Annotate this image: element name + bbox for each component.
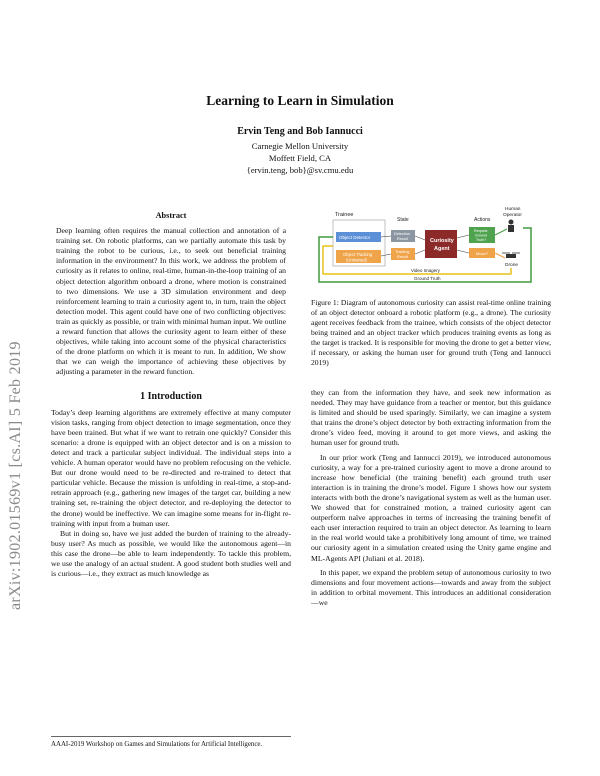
intro-paragraph-4: In our prior work (Teng and Iannucci 2019), we introduced autonomous curiosity, a way for a pre-trained curiosity agent to move a drone around to increase how beneficial (the training benefit) each ground truth user interaction is in training the drone’s model. Figure 1 shows how our system interacts with both the drone’s navigational system as well as the human user. We showed that for constrained motion, a trained curiosity agent can outperform naïve approaches in terms of increasing the training benefit of each user interaction required to train an object detector. As learning to learn in the real world would take a prohibitively long amount of time, we trained our curiosity agent in a simulation created using the Unity game engine and ML-Agents API (Juliani et al. 2018). (311, 452, 551, 563)
label-actions: Actions (474, 217, 491, 223)
intro-paragraph-5: In this paper, we expand the problem setup of autonomous curiosity to two dimensions and four movement actions—towards and away from the subject in addition to orbital movement. This introduces an additional consideration—we (311, 567, 551, 607)
detection-result-label-2: Result (397, 237, 408, 241)
affiliation-location: Moffett Field, CA (268, 153, 332, 163)
label-drone: Drone (505, 263, 519, 268)
object-detector-label: Object Detector (339, 235, 371, 240)
arxiv-id: arXiv:1902.01569v1 [cs.AI] 5 Feb 2019 (7, 341, 24, 610)
tracking-result-label-2: Result (397, 255, 408, 259)
intro-paragraph-3: they can from the information they have, and seek new information as needed. They may have guidance from a teacher or mentor, but this guidance is limited and should be used sparingly. Similarly, we can imagine a system that trains the drone’s object detector by both extracting information from the drone’s video feed, moving it around to get more views, and asking the human user for ground truth. (311, 388, 551, 448)
abstract-text: Deep learning often requires the manual collection and annotation of a training set. On robotic platforms, can we partially automate this task by training the robot to be curious, i.e., to seek out beneficial training information in the environment? In this work, we address the problem of curiosity as it relates to online, real-time, human-in-the-loop training of an object detection algorithm onboard a drone, where motion is constrained to two dimensions. We use a 3D simulation environment and deep reinforcement learning to train a curiosity agent to, in turn, train the object detection model. This agent could have one of two conflicting objectives: train as quickly as possible, or train with minimal human input. We outline a reward function that allows the curiosity agent to learn either of these objectives, while taking into account some of the physical characteristics of the drone platform on which it is meant to run. In addition, We show that we can weigh the importance of achieving these objectives by adjusting a parameter in the reward function. (56, 226, 286, 377)
right-column (311, 388, 551, 608)
human-operator-icon (508, 220, 514, 233)
request-label-3: Truth? (476, 238, 487, 242)
object-tracker-label-2: (Untrained) (346, 257, 367, 263)
request-label-2: Ground (475, 233, 487, 238)
curiosity-agent-box (425, 230, 457, 258)
introduction-heading: 1 Introduction (140, 390, 202, 402)
left-column (51, 211, 291, 579)
tracking-result-label-1: Tracking (395, 250, 410, 254)
intro-paragraph-2: But in doing so, have we just added the burden of training to the already-busy user? As much as possible, we would like the autonomous agent—in this case the drone—be able to learn independently. To tackle this problem, we use the analogy of an actual student. A good student both studies well and is curious—i.e., they extract as much knowledge as (51, 528, 291, 579)
object-tracker-label-1: Object Tracking (343, 252, 373, 257)
move-label: Move? (476, 251, 489, 256)
intro-paragraph-1: Today’s deep learning algorithms are extremely effective at many computer vision tasks, ranging from object detection to image segmentation, once they have been trained. But what if we want to retrain one quickly? Consider this scenario: a drone is equipped with an object detector and is on a mission to detect and track a particular subject individual. The individual steps into a vehicle. A human operator would have no problem refocusing on the vehicle. But our drone would need to be re-directed and re-trained to detect that particular vehicle. Because the mission is unfolding in real-time, a stop-and-retrain approach (e.g., gathering new images of the target car, building a new training set, re-training the object detector, and re-deploying the detector to the drone) would be ineffective. We can imagine some means for in-flight re-training with input from a human user. (51, 407, 291, 528)
arxiv-sidebar-stamp (4, 200, 26, 620)
affiliation-email: {ervin.teng, bob}@sv.cmu.edu (246, 165, 354, 175)
label-trainee: Trainee (335, 212, 354, 218)
label-human-1: Human (505, 207, 521, 212)
figure-1-diagram (311, 206, 551, 286)
label-ground-truth: Ground Truth (414, 276, 441, 281)
affiliation-university: Carnegie Mellon University (251, 141, 349, 151)
curiosity-agent-label-2: Agent (434, 246, 450, 252)
label-video-imagery: Video Imagery (411, 268, 440, 273)
curiosity-agent-label-1: Curiosity (430, 238, 454, 244)
label-state: State (397, 217, 409, 223)
label-human-2: Operator (503, 213, 522, 218)
detection-result-label-1: Detection (394, 232, 411, 236)
figure-1-caption: Figure 1: Diagram of autonomous curiosity can assist real-time online training of an object detector onboard a robotic platform (e.g., a drone). The curiosity agent receives feedback from the trainee, which consists of the object detector being trained and an object tracker which produces training events as long as the target is tracked. It is responsible for moving the drone to get a better view, if necessary, or asking the human user for ground truth (Teng and Iannucci 2019) (311, 298, 551, 367)
footnote: AAAI-2019 Workshop on Games and Simulations for Artificial Intelligence. (51, 736, 291, 749)
abstract-heading: Abstract (155, 211, 187, 220)
paper-title: Learning to Learn in Simulation (206, 93, 394, 108)
paper-authors: Ervin Teng and Bob Iannucci (237, 126, 363, 137)
request-label-1: Request (474, 229, 488, 233)
